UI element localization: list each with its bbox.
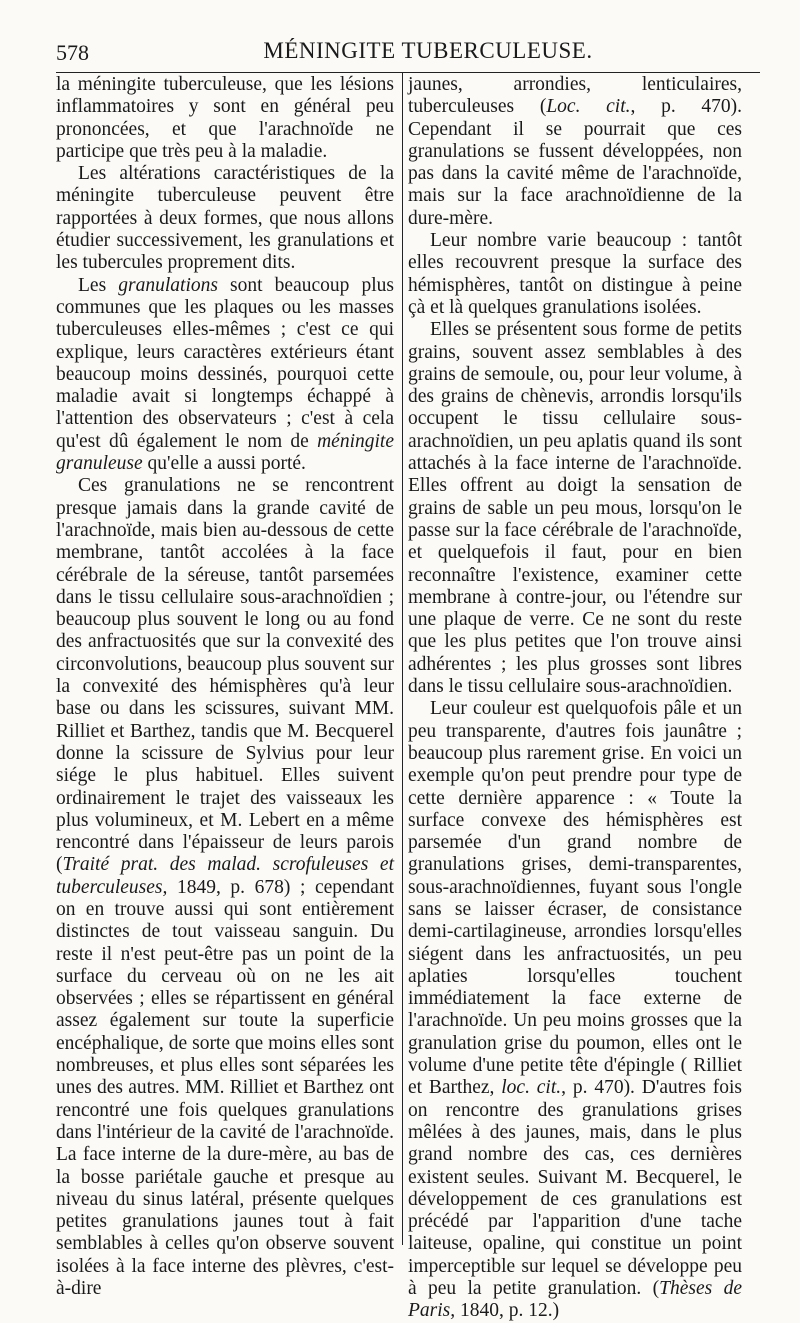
paragraph: Leur nombre varie beaucoup : tantôt elles recouvrent presque la surface des hémisphères, tantôt on distingue à peine çà et là quelques granulations isolées.: [408, 230, 742, 318]
paragraph: Les granulations sont beaucoup plus communes que les plaques ou les masses tuberculeuses elles-mêmes ; c'est ce qui explique, leurs caractères extérieurs étant beaucoup moins dessinés, pourquoi cette maladie avait si longtemps échappé à l'attention des observateurs ; c'est à cela qu'est dû également le nom de méningite granuleuse qu'elle a aussi porté.: [56, 274, 394, 475]
page-header: [56, 38, 760, 70]
left-column: [56, 74, 394, 1300]
paragraph: Leur couleur est quelquofois pâle et un peu transparente, d'autres fois jaunâtre ; beaucoup plus rarement grise. En voici un exemple qu'on peut prendre pour type de cette dernière apparence : « Toute la surface convexe des hémisphères est parsemée d'un grand nombre de granulations grises, demi-transparentes, sous-arachnoïdiennes, fuyant sous l'ongle sans se laisser écraser, de consistance demi-cartilagineuse, arrondies lorsqu'elles siégent dans les anfractuosités, un peu aplaties lorsqu'elles touchent immédiatement la face externe de l'arachnoïde. Un peu moins grosses que la granulation grise du poumon, elles ont le volume d'une petite tête d'épingle ( Rilliet et Barthez, loc. cit., p. 470). D'autres fois on rencontre des granulations grises mêlées à des jaunes, mais, dans le plus grand nombre des cas, ces dernières existent seules. Suivant M. Becquerel, le développement de ces granulations est précédé par l'apparition d'une tache laiteuse, opaline, qui constitue un point imperceptible sur lequel se développe peu à peu la petite granulation. (Thèses de Paris, 1840, p. 12.): [408, 698, 742, 1322]
citation-title: Traité prat. des malad. scrofuleuses et tuberculeuses,: [56, 854, 394, 898]
italic-term: méningite granuleuse: [56, 430, 394, 475]
column-divider: [402, 73, 403, 1245]
paragraph: la méningite tuberculeuse, que les lésions inflammatoires y sont en général peu prononcées, et que l'arachnoïde ne participe que très peu à la maladie.: [56, 74, 394, 162]
running-title: MÉNINGITE TUBERCULEUSE.: [263, 38, 593, 63]
paragraph: Ces granulations ne se rencontrent presque jamais dans la grande cavité de l'arachnoïde, mais bien au-dessous de cette membrane, tantôt accolées à la face cérébrale de la séreuse, tantôt parsemées dans le tissu cellulaire sous-arachnoïdien ; beaucoup plus souvent le long ou au fond des anfractuosités que sur la convexité des circonvolutions, beaucoup plus souvent sur la convexité des hémisphères qu'à leur base ou dans les scissures, suivant MM. Rilliet et Barthez, tandis que M. Becquerel donne la scissure de Sylvius pour leur siége le plus habituel. Elles suivent ordinairement le trajet des vaisseaux les plus volumineux, et M. Lebert en a même rencontré dans l'épaisseur de leurs parois (Traité prat. des malad. scrofuleuses et tuberculeuses, 1849, p. 678) ; cependant on en trouve aussi qui sont entièrement distinctes de tout vaisseau sanguin. Du reste il n'est peut-être pas un point de la surface du cerveau où on ne les ait observées ; elles se répartissent en général assez également sur toute la superficie encéphalique, de sorte que moins elles sont nombreuses, et plus elles sont séparées les unes des autres. MM. Rilliet et Barthez ont rencontré une fois quelques granulations dans l'intérieur de la cavité de l'arachnoïde. La face interne de la dure-mère, au bas de la bosse pariétale gauche et presque au niveau du sinus latéral, présente quelques petites granulations jaunes tout à fait semblables à celles qu'on observe souvent isolées à la face interne des plèvres, c'est-à-dire: [56, 475, 394, 1300]
paragraph: Elles se présentent sous forme de petits grains, souvent assez semblables à des grains de semoule, ou, pour leur volume, à des grains de chènevis, arrondis lorsqu'ils occupent le tissu cellulaire sous-arachnoïdien, un peu aplatis quand ils sont attachés à la face interne de l'arachnoïde. Elles offrent au doigt la sensation de grains de sable un peu mous, lorsqu'on le passe sur la face cérébrale de l'arachnoïde, et quelquefois il faut, pour en bien reconnaître l'existence, examiner cette membrane à contre-jour, ou l'étendre sur une plaque de verre. Ce ne sont du reste que les plus petites que l'on trouve ainsi adhérentes ; les plus grosses sont libres dans le tissu cellulaire sous-arachnoïdien.: [408, 319, 742, 698]
header-rule: [56, 72, 760, 73]
citation-title: Thèses de Paris,: [408, 1278, 742, 1322]
right-column: [408, 74, 742, 1323]
page-number: 578: [56, 40, 89, 65]
italic-term: granulations: [118, 274, 218, 296]
citation-ref: loc. cit.: [501, 1077, 562, 1099]
paragraph: Les altérations caractéristiques de la méningite tuberculeuse peuvent être rapportées à deux formes, que nous allons étudier successivement, les granulations et les tubercules proprement dits.: [56, 163, 394, 274]
citation-ref: Loc. cit.: [546, 96, 631, 118]
paragraph: jaunes, arrondies, lenticulaires, tuberculeuses (Loc. cit., p. 470). Cependant il se pourrait que ces granulations se fussent développées, non pas dans la cavité même de l'arachnoïde, mais sur la face arachnoïdienne de la dure-mère.: [408, 74, 742, 229]
